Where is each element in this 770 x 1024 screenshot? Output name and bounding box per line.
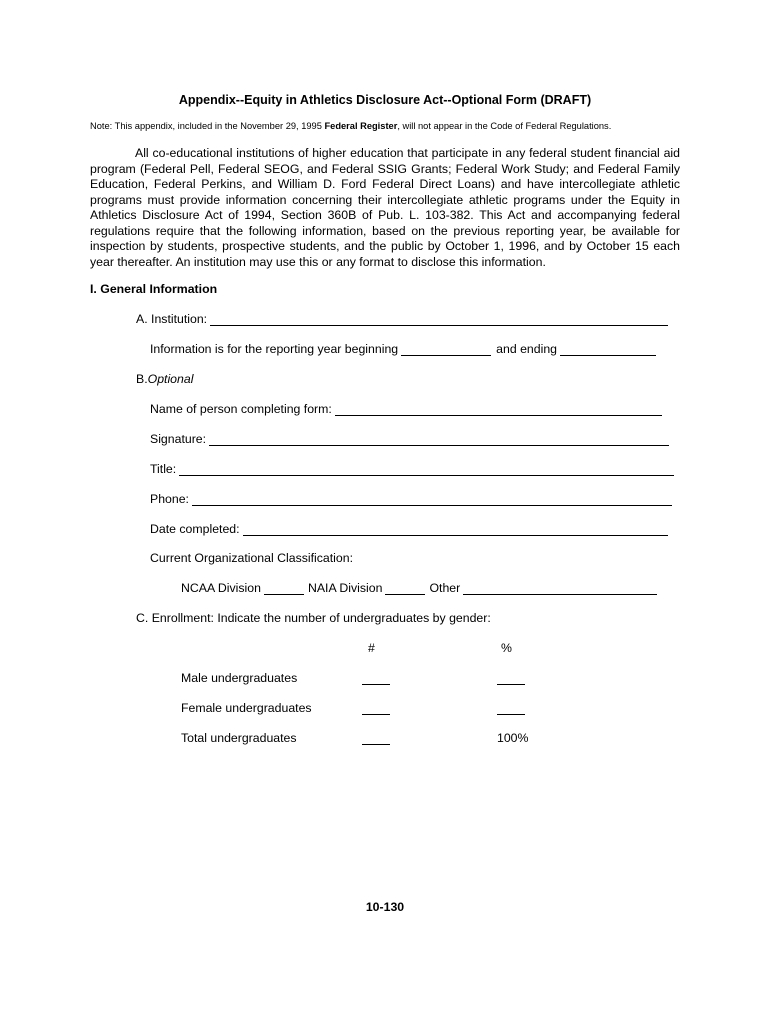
percent-column-header: % <box>501 641 512 655</box>
phone-field[interactable] <box>192 493 672 506</box>
female-count-field[interactable] <box>362 702 390 715</box>
signature-field[interactable] <box>209 433 669 446</box>
note-bold: Federal Register <box>324 121 398 131</box>
enrollment-row <box>136 611 491 625</box>
reporting-begin-field[interactable] <box>401 343 491 356</box>
date-field[interactable] <box>243 523 668 536</box>
institution-label: A. Institution: <box>136 312 208 326</box>
optional-label: Optional <box>147 372 194 386</box>
ncaa-label: NCAA Division <box>181 581 261 595</box>
naia-field[interactable] <box>385 582 425 595</box>
total-label: Total undergraduates <box>181 731 297 745</box>
name-row <box>150 402 662 416</box>
classification-label: Current Organizational Classification: <box>150 551 353 565</box>
appendix-note <box>90 121 611 131</box>
reporting-year-row <box>150 342 656 356</box>
division-row <box>181 581 657 595</box>
other-label: Other <box>429 581 461 595</box>
phone-label: Phone: <box>150 492 189 506</box>
male-label: Male undergraduates <box>181 671 298 685</box>
phone-row <box>150 492 672 506</box>
signature-row <box>150 432 669 446</box>
naia-label: NAIA Division <box>307 581 383 595</box>
total-percent: 100% <box>497 731 529 745</box>
reporting-end-field[interactable] <box>560 343 656 356</box>
intro-paragraph-text: All co-educational institutions of higher education that participate in any federal student financial aid program (Federal Pell, Federal SEOG, and Federal SSIG Grants; Federal Work Study; and Federal Family Education, Federal Perkins, and William D. Ford Federal Direct Loans) and have intercollegiate athletic programs must provide information concerning their intercollegiate athletic programs under the Equity in Athletics Disclosure Act of 1994, Section 360B of Pub. L. 103-382. This Act and accompanying federal regulations require that the following information, based on the previous reporting year, be available for inspection by students, prospective students, and the public by October 1, 1996, and by October 15 each year thereafter. An institution may use this or any format to disclose this information. <box>90 146 680 269</box>
date-label: Date completed: <box>150 522 240 536</box>
classification-row <box>150 551 353 565</box>
intro-paragraph <box>90 146 680 270</box>
male-percent-field[interactable] <box>497 672 525 685</box>
name-label: Name of person completing form: <box>150 402 332 416</box>
optional-prefix: B. <box>136 372 148 386</box>
ncaa-field[interactable] <box>264 582 304 595</box>
note-suffix: , will not appear in the Code of Federal Regulations. <box>397 121 612 131</box>
title-field[interactable] <box>179 463 674 476</box>
date-row <box>150 522 668 536</box>
section-heading: I. General Information <box>90 282 218 296</box>
enrollment-label: C. Enrollment: Indicate the number of undergraduates by gender: <box>136 611 491 625</box>
male-count-field[interactable] <box>362 672 390 685</box>
reporting-and-label: and ending <box>496 342 558 356</box>
total-count-field[interactable] <box>362 732 390 745</box>
female-percent-field[interactable] <box>497 702 525 715</box>
institution-row <box>136 312 668 326</box>
name-field[interactable] <box>335 403 662 416</box>
optional-heading <box>136 372 193 386</box>
title-row <box>150 462 674 476</box>
institution-field[interactable] <box>210 313 668 326</box>
title-label: Title: <box>150 462 177 476</box>
female-label: Female undergraduates <box>181 701 312 715</box>
other-field[interactable] <box>463 582 657 595</box>
document-title: Appendix--Equity in Athletics Disclosure Act--Optional Form (DRAFT) <box>178 93 592 107</box>
reporting-year-label: Information is for the reporting year beginning <box>150 342 399 356</box>
signature-label: Signature: <box>150 432 207 446</box>
note-prefix: Note: This appendix, included in the November 29, 1995 <box>90 121 325 131</box>
page-number: 10-130 <box>365 900 405 914</box>
count-column-header: # <box>368 641 375 655</box>
